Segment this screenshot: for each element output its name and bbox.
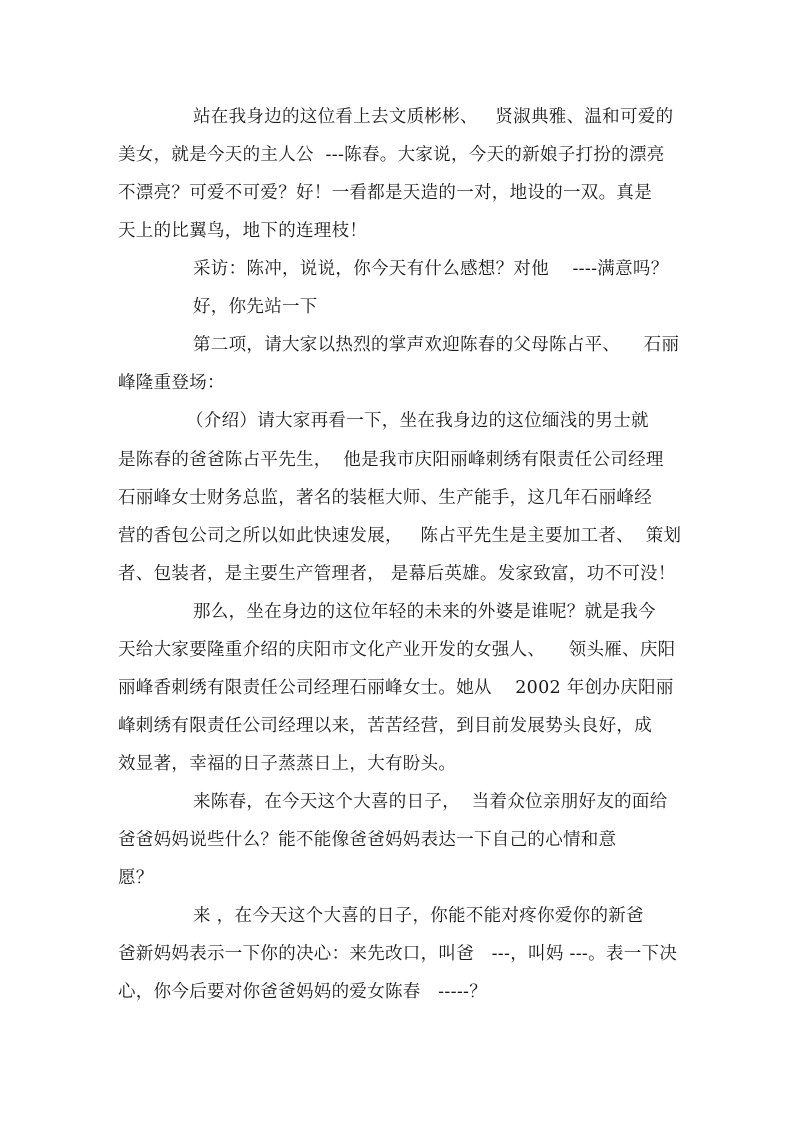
text-line: 采访：陈冲，说说，你今天有什么感想？对他 ----满意吗？ (193, 259, 669, 279)
text-line: 站在我身边的这位看上去文质彬彬、 贤淑典雅、温和可爱的 (193, 107, 674, 127)
text-line: 丽峰香刺绣有限责任公司经理石丽峰女士。她从 2002 年创办庆阳丽 (118, 678, 674, 698)
text-line: （介绍）请大家再看一下，坐在我身边的这位缅浅的男士就 (186, 411, 649, 431)
text-line: 那么，坐在身边的这位年轻的未来的外婆是谁呢？就是我今 (193, 602, 656, 622)
text-line: 峰刺绣有限责任公司经理以来，苦苦经营，到目前发展势头良好，成 (118, 716, 652, 736)
text-line: 天上的比翼鸟，地下的连理枝！ (118, 221, 368, 241)
text-line: 石丽峰女士财务总监，著名的装框大师、生产能手，这几年石丽峰经 (118, 488, 652, 508)
text-line: 不漂亮？可爱不可爱？好！一看都是天造的一对，地设的一双。真是 (118, 183, 652, 203)
text-line: 愿？ (118, 868, 154, 888)
text-line: 是陈春的爸爸陈占平先生， 他是我市庆阳丽峰刺绣有限责任公司经理 (118, 450, 664, 470)
text-line: 来 ，在今天这个大喜的日子，你能不能对疼你爱你的新爸 (193, 906, 644, 926)
text-line: 爸爸妈妈说些什么？能不能像爸爸妈妈表达一下自己的心情和意 (118, 830, 617, 850)
text-line: 来陈春，在今天这个大喜的日子， 当着众位亲朋好友的面给 (193, 792, 668, 812)
text-line: 天给大家要隆重介绍的庆阳市文化产业开发的女强人、 领头雁、庆阳 (118, 640, 676, 660)
text-line: 好，你先站一下 (193, 297, 318, 317)
text-line: 第二项，请大家以热烈的掌声欢迎陈春的父母陈占平、 石丽 (193, 335, 680, 355)
text-line: 心，你今后要对你爸爸妈妈的爱女陈春 -----？ (118, 982, 488, 1002)
text-line: 峰隆重登场： (118, 373, 225, 393)
text-line: 效显著，幸福的日子蒸蒸日上，大有盼头。 (118, 754, 457, 774)
text-line: 者、包装者，是主要生产管理者， 是幕后英雄。发家致富，功不可没！ (118, 564, 676, 584)
text-line: 美女，就是今天的主人公 ---陈春。大家说，今天的新娘子打扮的漂亮 (118, 145, 665, 165)
text-line: 爸新妈妈表示一下你的决心：来先改口，叫爸 ---，叫妈 ---。表一下决 (118, 944, 678, 964)
text-line: 营的香包公司之所以如此快速发展， 陈占平先生是主要加工者、 策划 (118, 526, 682, 546)
